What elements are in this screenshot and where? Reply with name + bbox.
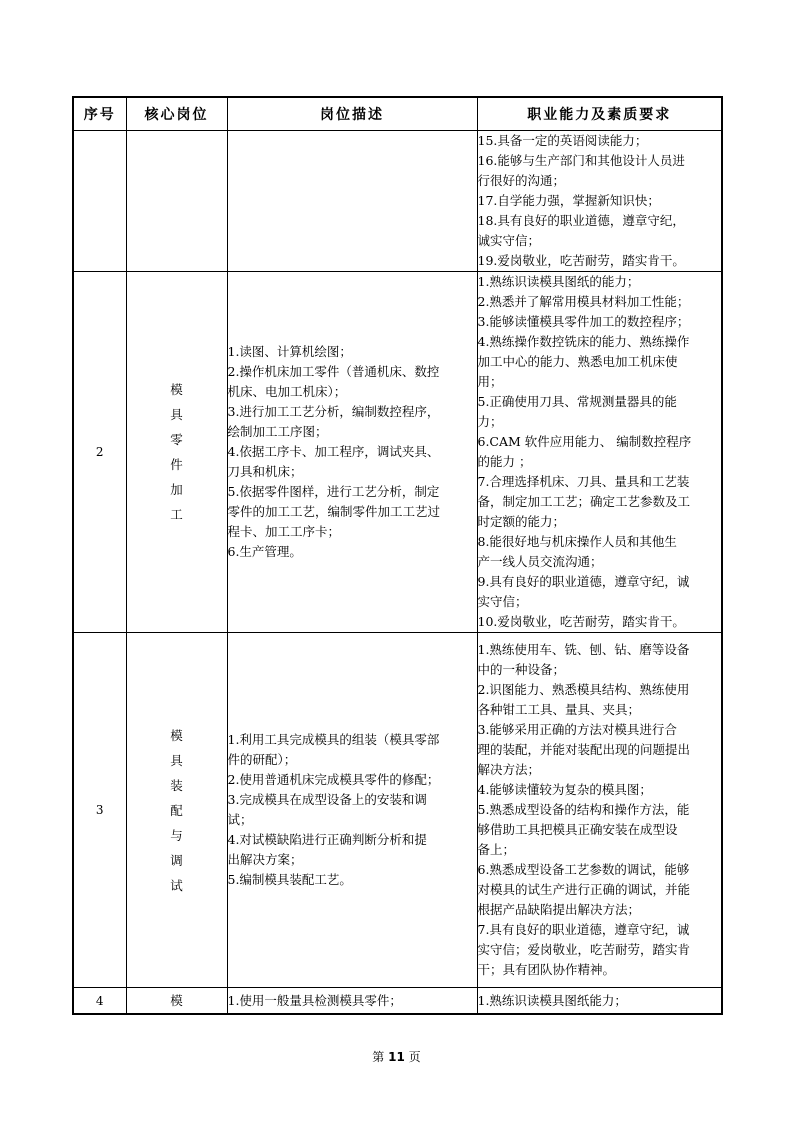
- requirement-line: 用；: [477, 374, 503, 389]
- row-index: 4: [73, 988, 126, 1015]
- description-line: 6.生产管理。: [227, 544, 302, 559]
- core-post-char: 工: [170, 507, 183, 522]
- requirement-line: 1.熟练使用车、铣、刨、钻、磨等设备: [477, 642, 690, 657]
- description-line: 出解决方案；: [227, 852, 303, 867]
- requirement-line: 根据产品缺陷提出解决方法；: [477, 902, 641, 917]
- description-line: 绘制加工工序图；: [227, 424, 328, 439]
- requirement-line: 18.具有良好的职业道德，遵章守纪，: [477, 213, 685, 228]
- requirement-line: 产一线人员交流沟通；: [477, 554, 603, 569]
- post-description-cell: [227, 988, 477, 1015]
- core-post-char: 试: [170, 877, 183, 893]
- description-line: 1.利用工具完成模具的组装（模具零部: [227, 732, 440, 747]
- post-description-cell: [227, 272, 477, 633]
- core-post-char: 模: [170, 993, 183, 1008]
- description-line: 5.编制模具装配工艺。: [227, 872, 352, 887]
- requirement-line: 6.CAM 软件应用能力、 编制数控程序: [477, 434, 692, 449]
- requirement-line: 7.合理选择机床、刀具、量具和工艺装: [477, 474, 690, 489]
- requirement-line: 10.爱岗敬业，吃苦耐劳，踏实肯干。: [477, 614, 685, 629]
- core-post-char: 具: [170, 752, 183, 768]
- row-index: 2: [73, 272, 126, 633]
- description-line: 刀具和机床；: [227, 464, 303, 479]
- core-post-cell: [126, 131, 227, 272]
- requirement-line: 时定额的能力；: [477, 514, 566, 529]
- table-row: [73, 633, 722, 988]
- description-line: 1.读图、计算机绘图；: [227, 344, 352, 359]
- description-line: 2.使用普通机床完成模具零件的修配；: [227, 772, 440, 787]
- requirement-line: 4.熟练操作数控铣床的能力、熟练操作: [477, 334, 690, 349]
- core-post-char: 与: [170, 827, 183, 843]
- requirement-line: 的能力 ；: [477, 454, 532, 469]
- requirement-line: 6.熟悉成型设备工艺参数的调试，能够: [477, 862, 690, 877]
- requirement-line: 8.能很好地与机床操作人员和其他生: [477, 534, 677, 549]
- table-row: [73, 988, 722, 1015]
- header-post-description: 岗位描述: [227, 97, 477, 131]
- requirement-line: 5.熟悉成型设备的结构和操作方法，能: [477, 802, 690, 817]
- core-post-char: 调: [170, 852, 183, 868]
- core-post-char: 加: [170, 482, 183, 497]
- requirement-line: 19.爱岗敬业，吃苦耐劳，踏实肯干。: [477, 253, 685, 268]
- row-index: 3: [73, 633, 126, 988]
- ability-table: [72, 96, 723, 1015]
- requirement-line: 中的一种设备；: [477, 662, 566, 677]
- footer-prefix: 第: [372, 1050, 385, 1064]
- header-competency-requirements: 职业能力及素质要求: [477, 97, 722, 131]
- requirement-line: 17.自学能力强，掌握新知识快；: [477, 193, 660, 208]
- core-post-cell: [126, 633, 227, 988]
- requirement-line: 备上；: [477, 842, 516, 857]
- requirement-line: 9.具有良好的职业道德，遵章守纪，诚: [477, 574, 690, 589]
- requirement-line: 加工中心的能力、熟悉电加工机床使: [477, 354, 678, 369]
- description-line: 零件的加工工艺，编制零件加工工艺过: [227, 504, 441, 519]
- core-post-char: 件: [170, 457, 183, 472]
- description-line: 2.操作机床加工零件（普通机床、数控: [227, 364, 440, 379]
- description-line: 试；: [227, 812, 253, 827]
- table-header-row: [73, 97, 722, 131]
- post-description-cell: [227, 131, 477, 272]
- requirement-line: 行很好的沟通；: [477, 173, 566, 188]
- description-line: 程卡、加工工序卡；: [227, 524, 341, 539]
- page-number: 11: [388, 1050, 405, 1064]
- requirement-line: 3.能够读懂模具零件加工的数控程序；: [477, 314, 690, 329]
- requirement-line: 干；具有团队协作精神。: [477, 962, 616, 977]
- description-line: 4.对试模缺陷进行正确判断分析和提: [227, 832, 427, 847]
- table-row: [73, 131, 722, 272]
- page-footer: [0, 1048, 793, 1065]
- row-index: [73, 131, 126, 272]
- description-line: 4.依据工序卡、加工程序，调试夹具、: [227, 444, 440, 459]
- requirement-line: 理的装配，并能对装配出现的问题提出: [477, 742, 691, 757]
- requirements-cell: [477, 633, 722, 988]
- core-post-cell: [126, 272, 227, 633]
- requirement-line: 7.具有良好的职业道德，遵章守纪，诚: [477, 922, 690, 937]
- requirement-line: 1.熟练识读模具图纸的能力；: [477, 274, 640, 289]
- requirement-line: 实守信；: [477, 594, 528, 609]
- requirement-line: 对模具的试生产进行正确的调试，并能: [477, 882, 691, 897]
- description-line: 5.依据零件图样，进行工艺分析，制定: [227, 484, 440, 499]
- post-description-cell: [227, 633, 477, 988]
- requirement-line: 16.能够与生产部门和其他设计人员进: [477, 153, 685, 168]
- header-index: 序号: [73, 97, 126, 131]
- requirement-line: 各种钳工工具、量具、夹具；: [477, 702, 641, 717]
- requirements-cell: [477, 272, 722, 633]
- requirement-line: 解决方法；: [477, 762, 541, 777]
- core-post-cell: [126, 988, 227, 1015]
- core-post-char: 配: [170, 802, 183, 818]
- requirement-line: 实守信；爱岗敬业，吃苦耐劳，踏实肯: [477, 942, 691, 957]
- requirement-line: 1.熟练识读模具图纸能力；: [477, 992, 627, 1008]
- requirement-line: 2.识图能力、熟悉模具结构、熟练使用: [477, 682, 690, 697]
- requirement-line: 备，制定加工工艺；确定工艺参数及工: [477, 494, 691, 509]
- requirement-line: 4.能够读懂较为复杂的模具图；: [477, 782, 652, 797]
- requirement-line: 2.熟悉并了解常用模具材料加工性能；: [477, 294, 690, 309]
- requirement-line: 5.正确使用刀具、常规测量器具的能: [477, 394, 677, 409]
- description-line: 3.进行加工工艺分析，编制数控程序，: [227, 404, 440, 419]
- footer-suffix: 页: [408, 1050, 421, 1064]
- core-post-char: 模: [170, 382, 183, 397]
- description-line: 3.完成模具在成型设备上的安装和调: [227, 792, 427, 807]
- description-line: 1.使用一般量具检测模具零件；: [227, 992, 402, 1008]
- core-post-char: 具: [170, 407, 183, 422]
- requirement-line: 够借助工具把模具正确安装在成型设: [477, 822, 678, 837]
- core-post-char: 零: [170, 432, 183, 447]
- requirements-cell: [477, 988, 722, 1015]
- requirement-line: 15.具备一定的英语阅读能力；: [477, 133, 648, 148]
- core-post-char: 模: [170, 727, 183, 743]
- table-row: [73, 272, 722, 633]
- requirement-line: 3.能够采用正确的方法对模具进行合: [477, 722, 677, 737]
- requirement-line: 力；: [477, 414, 503, 429]
- core-post-char: 装: [170, 777, 183, 793]
- requirements-cell: [477, 131, 722, 272]
- header-core-post: 核心岗位: [126, 97, 227, 131]
- requirement-line: 诚实守信；: [477, 233, 541, 248]
- description-line: 件的研配）；: [227, 752, 297, 767]
- description-line: 机床、电加工机床）；: [227, 384, 347, 399]
